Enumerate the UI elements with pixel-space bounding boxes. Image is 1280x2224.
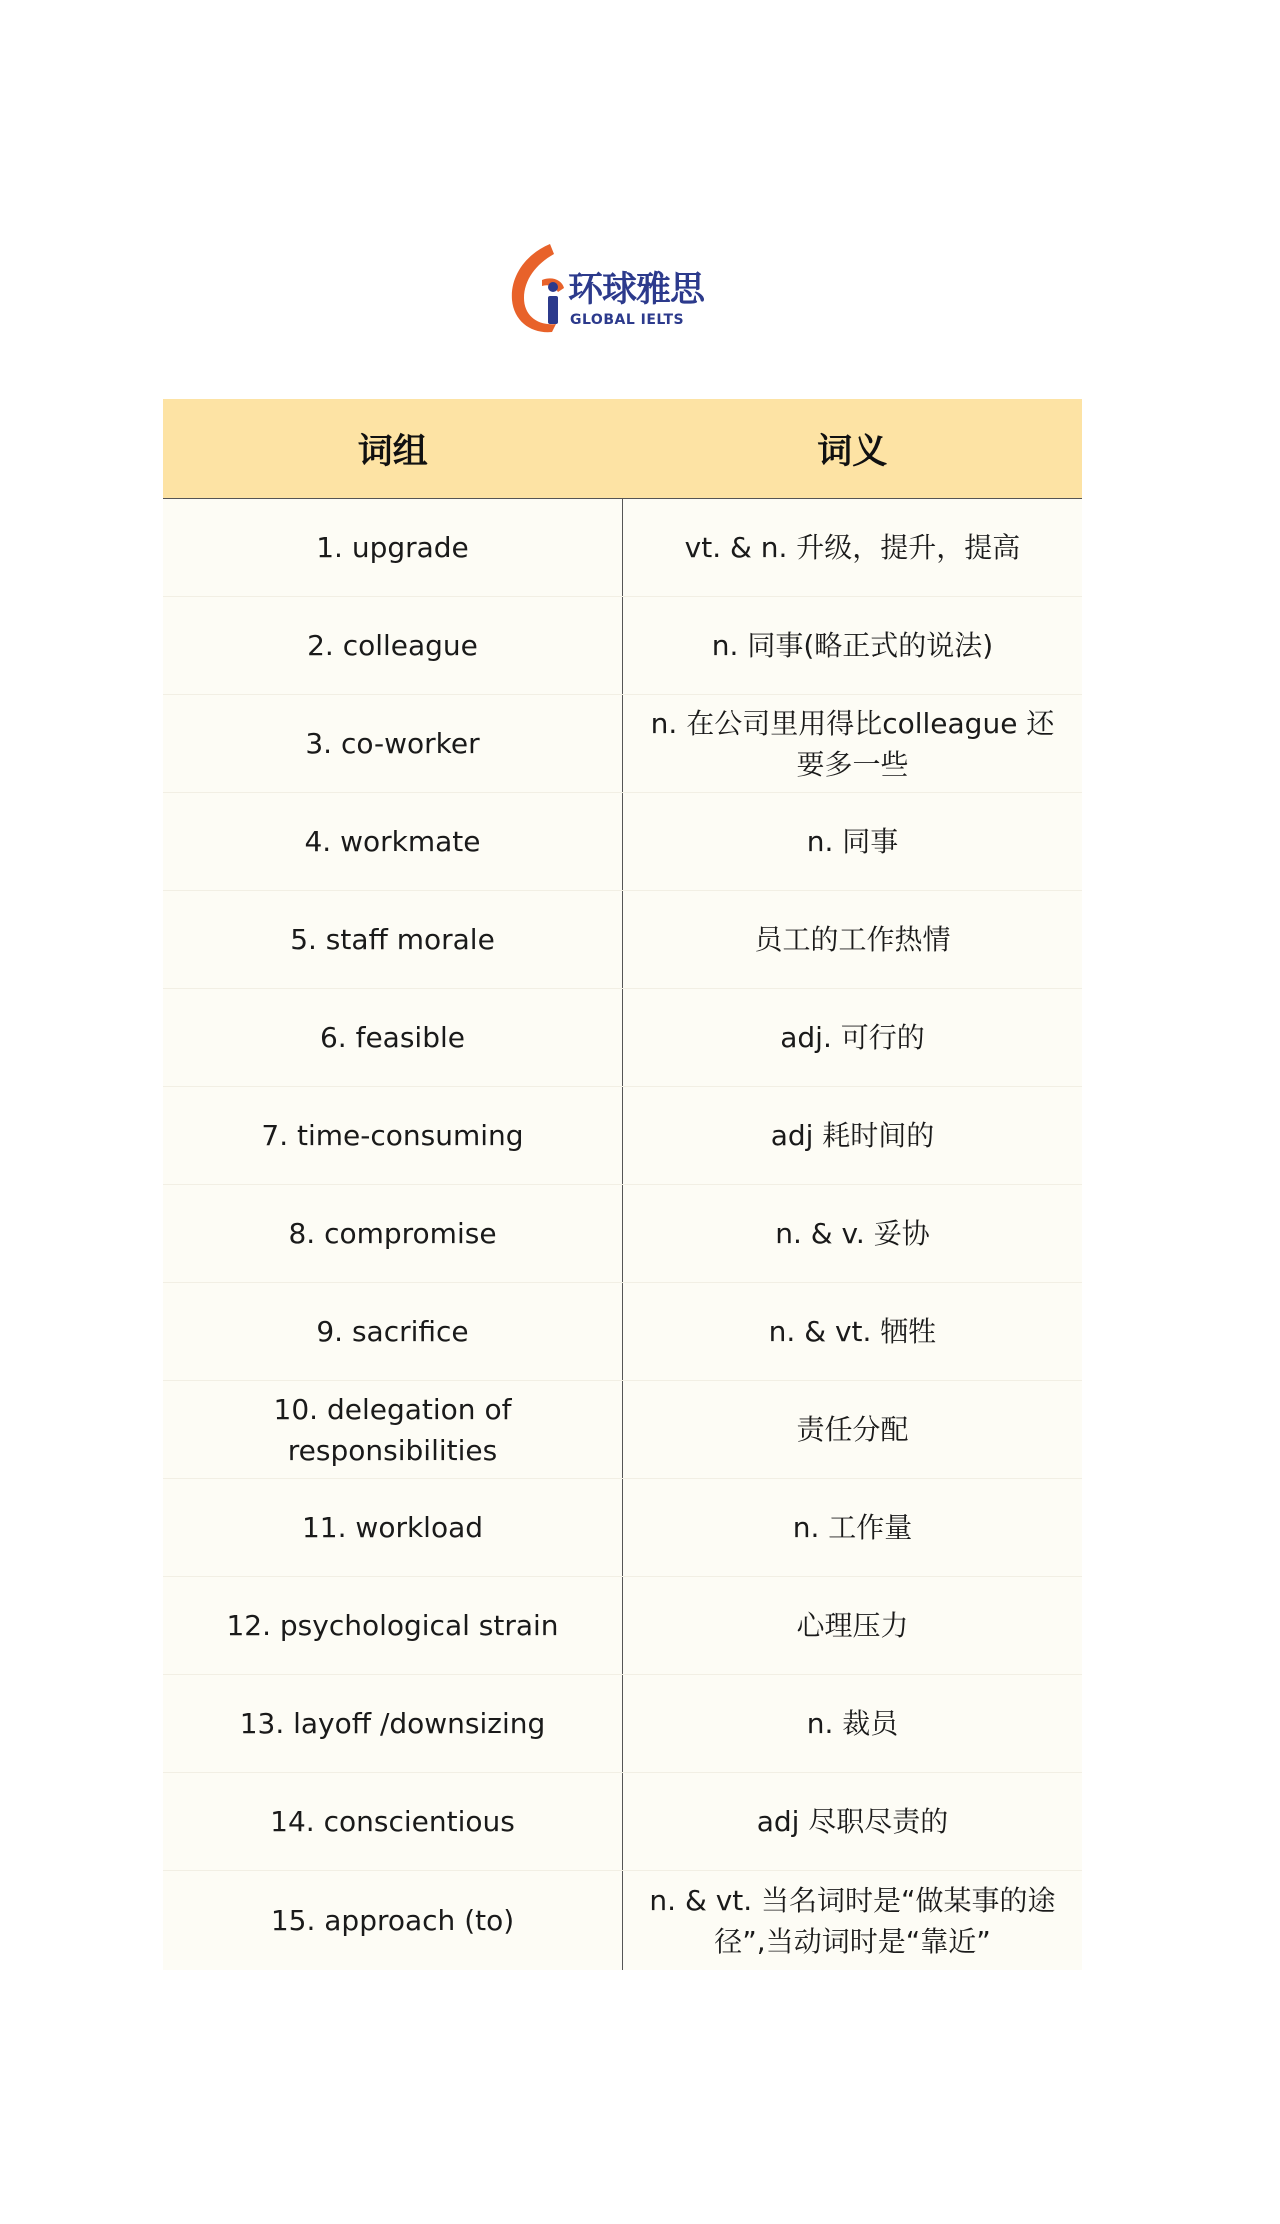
meaning-cell: vt. & n. 升级，提升，提高 bbox=[684, 531, 1021, 564]
phrase-cell: 4. workmate bbox=[163, 793, 623, 890]
phrase-cell: 6. feasible bbox=[163, 989, 623, 1086]
table-row bbox=[163, 1087, 1082, 1185]
meaning-cell: adj 耗时间的 bbox=[770, 1119, 935, 1152]
table-row bbox=[163, 1773, 1082, 1871]
global-ielts-logo bbox=[508, 240, 738, 340]
meaning-cell: n. 同事(略正式的说法) bbox=[711, 629, 994, 662]
logo-mark-icon bbox=[508, 240, 570, 340]
meaning-cell: 责任分配 bbox=[796, 1413, 909, 1446]
table-header bbox=[163, 399, 1082, 499]
logo-chinese-name: 环球雅思 bbox=[568, 270, 705, 310]
meaning-cell: n. 在公司里用得比colleague 还要多一些 bbox=[650, 706, 1055, 781]
meaning-cell: n. & vt. 当名词时是“做某事的途径”,当动词时是“靠近” bbox=[649, 1883, 1056, 1958]
table-row bbox=[163, 793, 1082, 891]
table-row bbox=[163, 1577, 1082, 1675]
phrase-cell: 2. colleague bbox=[163, 597, 623, 694]
table-row bbox=[163, 1283, 1082, 1381]
phrase-cell: 1. upgrade bbox=[163, 499, 623, 596]
meaning-cell: n. 同事 bbox=[806, 825, 899, 858]
phrase-cell: 3. co-worker bbox=[163, 695, 623, 792]
meaning-cell: adj 尽职尽责的 bbox=[756, 1805, 949, 1838]
vocabulary-table bbox=[163, 399, 1082, 1970]
phrase-cell: 12. psychological strain bbox=[163, 1577, 623, 1674]
table-row bbox=[163, 499, 1082, 597]
meaning-cell: n. & v. 妥协 bbox=[775, 1217, 930, 1250]
phrase-cell: 5. staff morale bbox=[163, 891, 623, 988]
phrase-cell: 8. compromise bbox=[163, 1185, 623, 1282]
table-row bbox=[163, 989, 1082, 1087]
phrase-cell: 10. delegation of responsibilities bbox=[163, 1381, 623, 1478]
table-row bbox=[163, 891, 1082, 989]
header-meaning: 词义 bbox=[817, 431, 888, 472]
phrase-cell: 7. time-consuming bbox=[163, 1087, 623, 1184]
phrase-cell: 9. sacrifice bbox=[163, 1283, 623, 1380]
meaning-cell: n. 裁员 bbox=[806, 1707, 899, 1740]
table-row bbox=[163, 1871, 1082, 1970]
table-row bbox=[163, 1381, 1082, 1479]
table-row bbox=[163, 1479, 1082, 1577]
logo-english-name: GLOBAL IELTS bbox=[570, 312, 685, 328]
meaning-cell: adj. 可行的 bbox=[780, 1021, 925, 1054]
phrase-cell: 11. workload bbox=[163, 1479, 623, 1576]
phrase-cell: 13. layoff /downsizing bbox=[163, 1675, 623, 1772]
meaning-cell: 员工的工作热情 bbox=[754, 923, 951, 956]
table-row bbox=[163, 597, 1082, 695]
phrase-cell: 15. approach (to) bbox=[163, 1871, 623, 1970]
table-row bbox=[163, 695, 1082, 793]
meaning-cell: 心理压力 bbox=[796, 1609, 909, 1642]
meaning-cell: n. 工作量 bbox=[792, 1511, 913, 1544]
table-row bbox=[163, 1675, 1082, 1773]
table-row bbox=[163, 1185, 1082, 1283]
phrase-cell: 14. conscientious bbox=[163, 1773, 623, 1870]
header-phrase: 词组 bbox=[357, 431, 428, 472]
meaning-cell: n. & vt. 牺牲 bbox=[768, 1315, 937, 1348]
